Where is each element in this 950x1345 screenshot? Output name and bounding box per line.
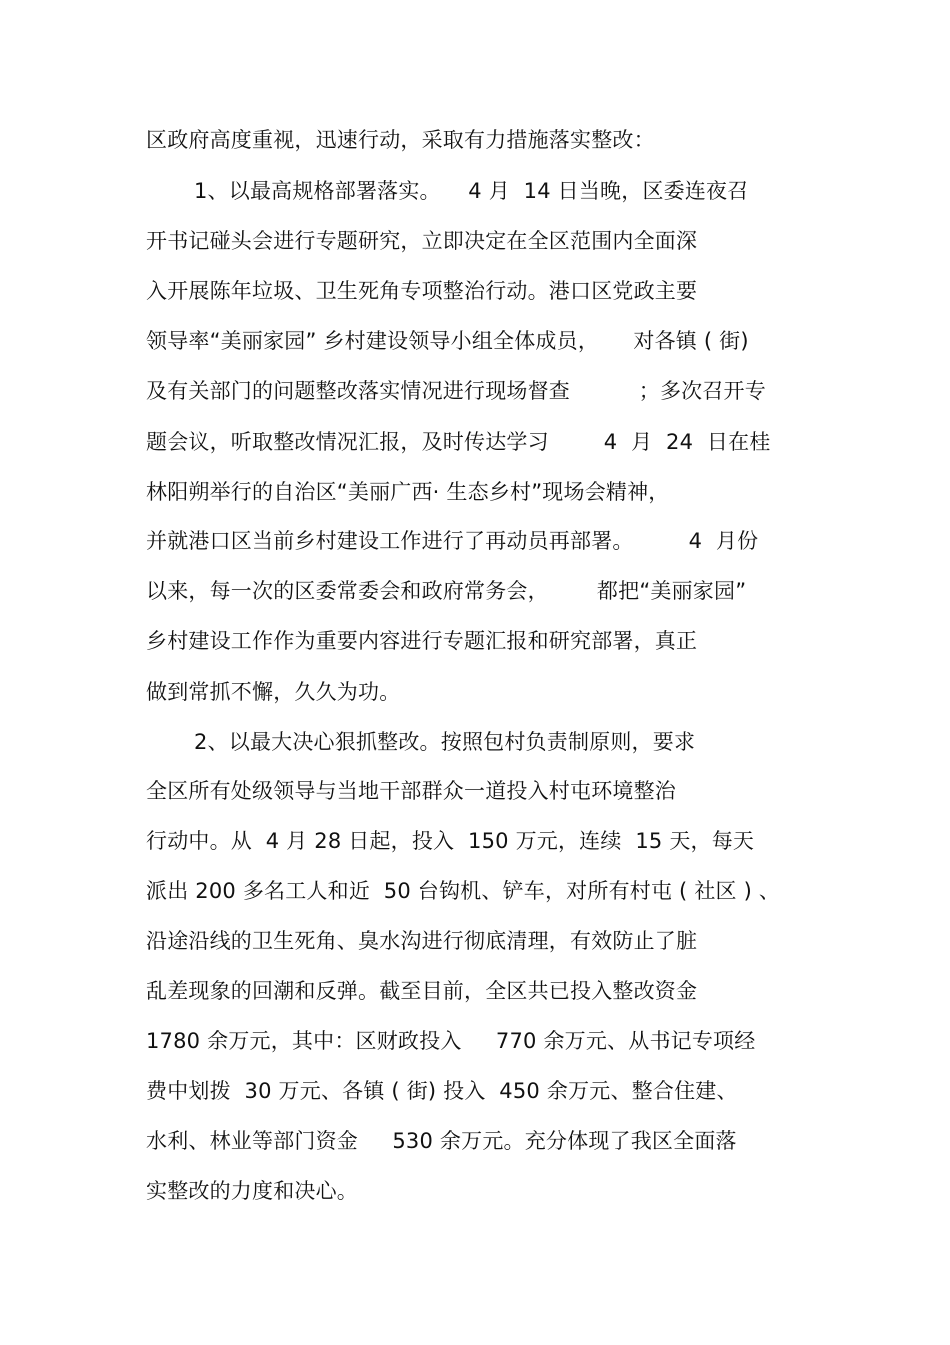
text-line: 费中划拨 30 万元、各镇 ( 街) 投入 450 余万元、整合住建、 <box>146 1079 738 1103</box>
text-line: 2、以最大决心狠抓整改。按照包村负责制原则，要求 <box>194 730 696 754</box>
text-line: 做到常抓不懈，久久为功。 <box>146 680 401 704</box>
text-line: 及有关部门的问题整改落实情况进行现场督查 ；多次召开专 <box>146 379 766 403</box>
text-line: 题会议，听取整改情况汇报，及时传达学习 4 月 24 日在桂 <box>146 430 771 454</box>
text-line: 水利、林业等部门资金 530 余万元。充分体现了我区全面落 <box>146 1129 737 1153</box>
text-line: 乱差现象的回潮和反弹。截至目前，全区共已投入整改资金 <box>146 979 698 1003</box>
text-line: 以来，每一次的区委常委会和政府常务会， 都把“美丽家园” <box>146 579 747 603</box>
text-line: 沿途沿线的卫生死角、臭水沟进行彻底清理，有效防止了脏 <box>146 929 698 953</box>
text-line: 乡村建设工作作为重要内容进行专题汇报和研究部署，真正 <box>146 629 698 653</box>
text-line: 林阳朔举行的自治区“美丽广西· 生态乡村”现场会精神， <box>146 480 670 504</box>
text-line: 区政府高度重视，迅速行动，采取有力措施落实整改： <box>146 128 655 152</box>
text-line: 1780 余万元，其中：区财政投入 770 余万元、从书记专项经 <box>146 1029 756 1053</box>
text-line: 实整改的力度和决心。 <box>146 1179 358 1203</box>
text-line: 派出 200 多名工人和近 50 台钩机、铲车，对所有村屯 ( 社区 ) 、 <box>146 879 781 903</box>
text-line: 行动中。从 4 月 28 日起，投入 150 万元，连续 15 天，每天 <box>146 829 755 853</box>
text-line: 开书记碰头会进行专题研究，立即决定在全区范围内全面深 <box>146 229 698 253</box>
text-line: 入开展陈年垃圾、卫生死角专项整治行动。港口区党政主要 <box>146 279 698 303</box>
text-line: 并就港口区当前乡村建设工作进行了再动员再部署。 4 月份 <box>146 529 759 553</box>
text-line: 全区所有处级领导与当地干部群众一道投入村屯环境整治 <box>146 779 676 803</box>
text-line: 领导率“美丽家园” 乡村建设领导小组全体成员， 对各镇 ( 街) <box>146 329 749 353</box>
text-line: 1、以最高规格部署落实。 4 月 14 日当晚，区委连夜召 <box>194 179 749 203</box>
